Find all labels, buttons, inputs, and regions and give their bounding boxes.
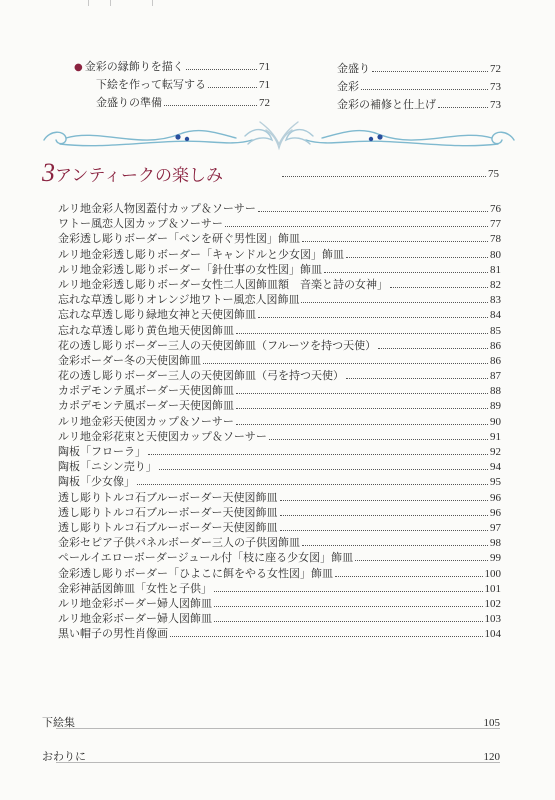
leader-dots xyxy=(280,530,488,531)
entry-label: カポデモンテ風ボーダー天使図飾皿 xyxy=(58,399,234,413)
toc-entry[interactable] xyxy=(42,750,500,764)
entry-label: ルリ地金彩透し彫りボーダー「針仕事の女性図」飾皿 xyxy=(58,262,322,276)
toc-entry[interactable] xyxy=(58,506,501,521)
entry-page: 83 xyxy=(490,294,501,307)
top-edge-mark xyxy=(152,0,153,6)
leader-dots xyxy=(372,71,488,72)
entry-page: 87 xyxy=(490,370,501,383)
entry-label: 陶板「少女像」 xyxy=(58,475,135,489)
entry-page: 105 xyxy=(483,717,500,729)
toc-entry[interactable] xyxy=(74,60,270,74)
leader-dots xyxy=(236,408,488,409)
entry-page: 104 xyxy=(484,628,501,641)
entry-page: 91 xyxy=(490,430,501,443)
entry-page: 103 xyxy=(484,613,501,626)
entry-page: 99 xyxy=(490,552,501,565)
entry-page: 84 xyxy=(490,309,501,322)
entry-label: カポデモンテ風ボーダー天使図飾皿 xyxy=(58,384,234,398)
entry-page: 94 xyxy=(490,461,501,474)
toc-entry[interactable] xyxy=(58,384,501,399)
ornament-divider xyxy=(40,120,518,154)
leader-dots xyxy=(186,69,257,70)
entry-label: 陶板「フローラ」 xyxy=(58,445,146,458)
toc-entry[interactable] xyxy=(337,62,501,76)
entry-label: ルリ地金彩天使図カップ＆ソーサー xyxy=(58,414,234,428)
entry-label: 花の透し彫りボーダー三人の天使図飾皿（弓を持つ天使） xyxy=(58,369,344,383)
toc-entry[interactable] xyxy=(58,627,501,642)
toc-entry[interactable] xyxy=(58,308,501,323)
entry-label: 金盛りの準備 xyxy=(96,96,162,109)
entry-page: 82 xyxy=(490,278,501,291)
toc-entry[interactable] xyxy=(58,202,501,217)
entry-label: ルリ地金彩ボーダー婦人図飾皿 xyxy=(58,596,212,610)
top-edge-mark xyxy=(88,0,89,6)
entry-page: 102 xyxy=(484,597,501,610)
entry-page: 92 xyxy=(490,446,501,458)
entry-page: 120 xyxy=(483,751,500,763)
entry-label: 忘れな草透し彫りオレンジ地ワトー風恋人図飾皿 xyxy=(58,293,300,307)
toc-entry[interactable] xyxy=(42,716,500,730)
entry-page: 101 xyxy=(484,582,501,595)
toc-entry[interactable] xyxy=(58,248,501,263)
entry-label: 下絵を作って転写する xyxy=(96,78,206,91)
leader-dots xyxy=(346,378,488,379)
toc-entry[interactable] xyxy=(58,521,501,536)
toc-entry[interactable] xyxy=(58,460,501,475)
toc-entry[interactable] xyxy=(58,491,501,506)
entry-label: 透し彫りトルコ石ブルーボーダー天使図飾皿 xyxy=(58,520,278,534)
entry-page: 97 xyxy=(490,521,501,534)
entry-label: 金彩 xyxy=(337,80,359,93)
entry-label: 花の透し彫りボーダー三人の天使図飾皿（フルーツを持つ天使） xyxy=(58,338,377,352)
entry-label: 金彩神話図飾皿「女性と子供」 xyxy=(58,581,212,595)
leader-dots xyxy=(324,272,488,273)
entry-label: ルリ地金彩人物図蓋付カップ＆ソーサー xyxy=(58,202,256,215)
toc-entry[interactable] xyxy=(58,582,501,597)
entry-label: おわりに xyxy=(42,750,86,763)
top-edge-mark xyxy=(110,0,111,6)
entry-label: ペールイエローボーダージュール付「枝に座る少女図」飾皿 xyxy=(58,551,354,565)
leader-dots xyxy=(280,500,488,501)
toc-entry[interactable] xyxy=(58,232,501,247)
leader-dots xyxy=(258,317,488,318)
leader-dots xyxy=(164,105,257,106)
toc-entry[interactable] xyxy=(58,369,501,384)
toc-entry[interactable] xyxy=(58,430,501,445)
entry-page: 81 xyxy=(490,263,501,276)
entry-label: 金彩透し彫りボーダー「ペンを研ぐ男性図」飾皿 xyxy=(58,232,300,246)
entry-label: 陶板「ニシン売り」 xyxy=(58,460,157,474)
leader-dots xyxy=(148,454,488,455)
entry-label: 金彩セピア子供パネルボーダー三人の子供図飾皿 xyxy=(58,536,300,550)
toc-entry[interactable] xyxy=(58,475,501,490)
section-title-text: アンティークの楽しみ xyxy=(55,166,223,186)
leader-dots xyxy=(203,363,488,364)
toc-entry[interactable] xyxy=(58,551,501,566)
entry-page: 76 xyxy=(490,203,501,215)
leader-dots xyxy=(225,226,488,227)
bullet-dot-icon: ● xyxy=(74,62,83,73)
entry-page: 72 xyxy=(490,63,501,75)
entry-label: 金彩ボーダー冬の天使図飾皿 xyxy=(58,353,201,367)
toc-entry[interactable] xyxy=(58,399,501,414)
entry-page: 98 xyxy=(490,537,501,550)
section-number: 3 xyxy=(42,158,55,187)
entry-page: 86 xyxy=(490,354,501,367)
leader-dots xyxy=(335,576,483,577)
leader-dots xyxy=(280,515,488,516)
leader-dots xyxy=(236,333,488,334)
entry-page: 73 xyxy=(490,99,501,111)
leader-dots xyxy=(378,348,488,349)
entry-label: 金彩の補修と仕上げ xyxy=(337,98,436,111)
toc-entry[interactable] xyxy=(337,98,501,112)
toc-list xyxy=(58,202,501,642)
toc-entry[interactable] xyxy=(58,324,501,339)
toc-entry[interactable] xyxy=(58,293,501,308)
entry-label: 金盛り xyxy=(337,62,370,75)
leader-dots xyxy=(438,107,488,108)
entry-label: 透し彫りトルコ石ブルーボーダー天使図飾皿 xyxy=(58,505,278,519)
leader-dots xyxy=(214,621,483,622)
entry-label: ルリ地金彩透し彫りボーダー「キャンドルと少女図」飾皿 xyxy=(58,247,344,261)
entry-page: 77 xyxy=(490,218,501,231)
entry-page: 90 xyxy=(490,415,501,428)
entry-page: 78 xyxy=(490,233,501,246)
entry-page: 85 xyxy=(490,324,501,337)
entry-label: ルリ地金彩透し彫りボーダー女性二人図飾皿額 音楽と詩の女神」 xyxy=(58,277,388,291)
entry-page: 80 xyxy=(490,248,501,261)
entry-label: ワトー風恋人図カップ＆ソーサー xyxy=(58,217,223,231)
leader-dots xyxy=(302,545,488,546)
leader-dots xyxy=(137,484,488,485)
entry-page: 71 xyxy=(259,79,270,91)
toc-entry[interactable] xyxy=(58,612,501,627)
leader-dots xyxy=(159,469,488,470)
leader-dots xyxy=(390,287,488,288)
entry-page: 73 xyxy=(490,81,501,93)
entry-label: 金彩の縁飾りを描く xyxy=(84,60,184,73)
entry-label: 忘れな草透し彫り黄色地天使図飾皿 xyxy=(58,323,234,337)
leader-dots xyxy=(214,606,483,607)
toc-entry[interactable] xyxy=(58,567,501,582)
entry-label: ルリ地金彩ボーダー婦人図飾皿 xyxy=(58,612,212,626)
leader-dots xyxy=(258,211,488,212)
entry-page: 89 xyxy=(490,400,501,413)
leader-dots xyxy=(346,257,488,258)
toc-entry[interactable] xyxy=(96,78,270,92)
toc-entry[interactable] xyxy=(58,278,501,293)
entry-label: 黒い帽子の男性肖像画 xyxy=(58,627,168,641)
entry-label: 下絵集 xyxy=(42,716,75,729)
entry-label: 金彩透し彫りボーダー「ひよこに餌をやる女性図」飾皿 xyxy=(58,566,333,580)
leader-dots xyxy=(361,89,488,90)
entry-page: 86 xyxy=(490,339,501,352)
entry-page: 88 xyxy=(490,385,501,398)
toc-entry[interactable] xyxy=(58,415,501,430)
entry-page: 71 xyxy=(259,61,270,73)
toc-entry[interactable] xyxy=(58,597,501,612)
toc-entry[interactable] xyxy=(337,80,501,94)
toc-entry[interactable] xyxy=(58,354,501,369)
leader-dots xyxy=(214,591,483,592)
toc-entry[interactable] xyxy=(58,339,501,354)
entry-page: 96 xyxy=(490,491,501,504)
leader-dots xyxy=(236,393,488,394)
entry-page: 72 xyxy=(259,97,270,109)
leader-dots xyxy=(170,636,483,637)
entry-page: 95 xyxy=(490,476,501,489)
entry-page: 96 xyxy=(490,506,501,519)
toc-entry[interactable] xyxy=(58,536,501,551)
toc-entry[interactable] xyxy=(58,217,501,232)
leader-dots xyxy=(236,424,488,425)
leader-dots xyxy=(301,302,488,303)
leader-dots xyxy=(269,439,488,440)
leader-dots xyxy=(208,87,257,88)
toc-entry[interactable] xyxy=(96,96,270,110)
leader-dots xyxy=(282,176,486,177)
entry-label: 透し彫りトルコ石ブルーボーダー天使図飾皿 xyxy=(58,490,278,504)
entry-label: ルリ地金彩花束と天使図カップ＆ソーサー xyxy=(58,429,267,443)
toc-entry[interactable] xyxy=(58,263,501,278)
toc-entry[interactable] xyxy=(58,445,501,460)
section-heading[interactable] xyxy=(42,158,223,188)
leader-dots xyxy=(355,560,488,561)
entry-label: 忘れな草透し彫り緑地女神と天使図飾皿 xyxy=(58,308,256,322)
section-page: 75 xyxy=(488,168,499,180)
leader-dots xyxy=(302,241,488,242)
entry-page: 100 xyxy=(484,567,501,580)
